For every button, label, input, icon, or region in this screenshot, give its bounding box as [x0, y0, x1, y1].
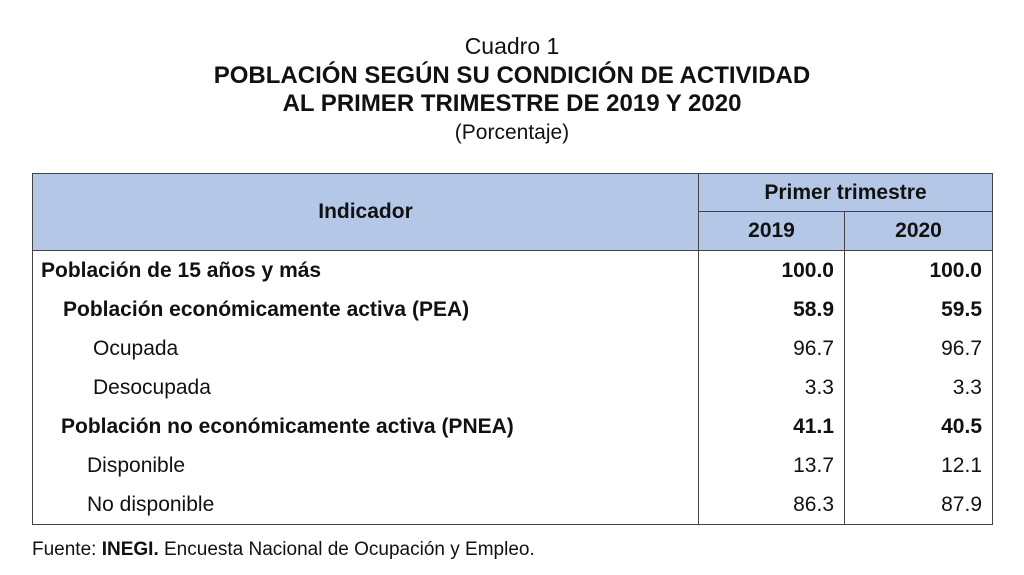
row-value-2019: 96.7 [699, 329, 845, 368]
table-row [33, 407, 993, 446]
row-value-2020: 100.0 [845, 251, 993, 291]
source-text: Encuesta Nacional de Ocupación y Empleo. [158, 539, 535, 560]
row-label: Población no económicamente activa (PNEA) [33, 407, 699, 446]
header-year-2019: 2019 [699, 212, 845, 251]
table-row [33, 485, 993, 525]
row-label: Ocupada [33, 329, 699, 368]
table-unit: (Porcentaje) [454, 121, 570, 144]
row-value-2020: 87.9 [845, 485, 993, 525]
header-primer-trimestre: Primer trimestre [699, 174, 993, 212]
row-value-2020: 3.3 [845, 368, 993, 407]
row-value-2020: 59.5 [845, 290, 993, 329]
table-row [33, 329, 993, 368]
row-value-2019: 58.9 [699, 290, 845, 329]
row-label: Disponible [33, 446, 699, 485]
row-label: Población de 15 años y más [33, 251, 699, 291]
table-row [33, 368, 993, 407]
row-value-2019: 13.7 [699, 446, 845, 485]
row-label: Desocupada [33, 368, 699, 407]
row-value-2019: 86.3 [699, 485, 845, 525]
source-prefix: Fuente: [32, 539, 102, 560]
row-value-2020: 12.1 [845, 446, 993, 485]
table-title-line-2: AL PRIMER TRIMESTRE DE 2019 Y 2020 [282, 90, 742, 117]
source-org: INEGI. [101, 539, 159, 560]
row-value-2019: 41.1 [699, 407, 845, 446]
header-year-2020: 2020 [845, 212, 993, 251]
source-note [32, 539, 535, 561]
table-row [33, 290, 993, 329]
row-value-2019: 3.3 [699, 368, 845, 407]
header-indicator: Indicador [33, 174, 699, 251]
table-title-line-1: POBLACIÓN SEGÚN SU CONDICIÓN DE ACTIVIDAD [213, 62, 811, 89]
activity-table [32, 173, 993, 525]
row-label: No disponible [33, 485, 699, 525]
row-value-2019: 100.0 [699, 251, 845, 291]
table-label: Cuadro 1 [464, 33, 560, 59]
table-row [33, 251, 993, 291]
row-label: Población económicamente activa (PEA) [33, 290, 699, 329]
row-value-2020: 40.5 [845, 407, 993, 446]
table-title [0, 62, 1024, 118]
row-value-2020: 96.7 [845, 329, 993, 368]
table-row [33, 446, 993, 485]
